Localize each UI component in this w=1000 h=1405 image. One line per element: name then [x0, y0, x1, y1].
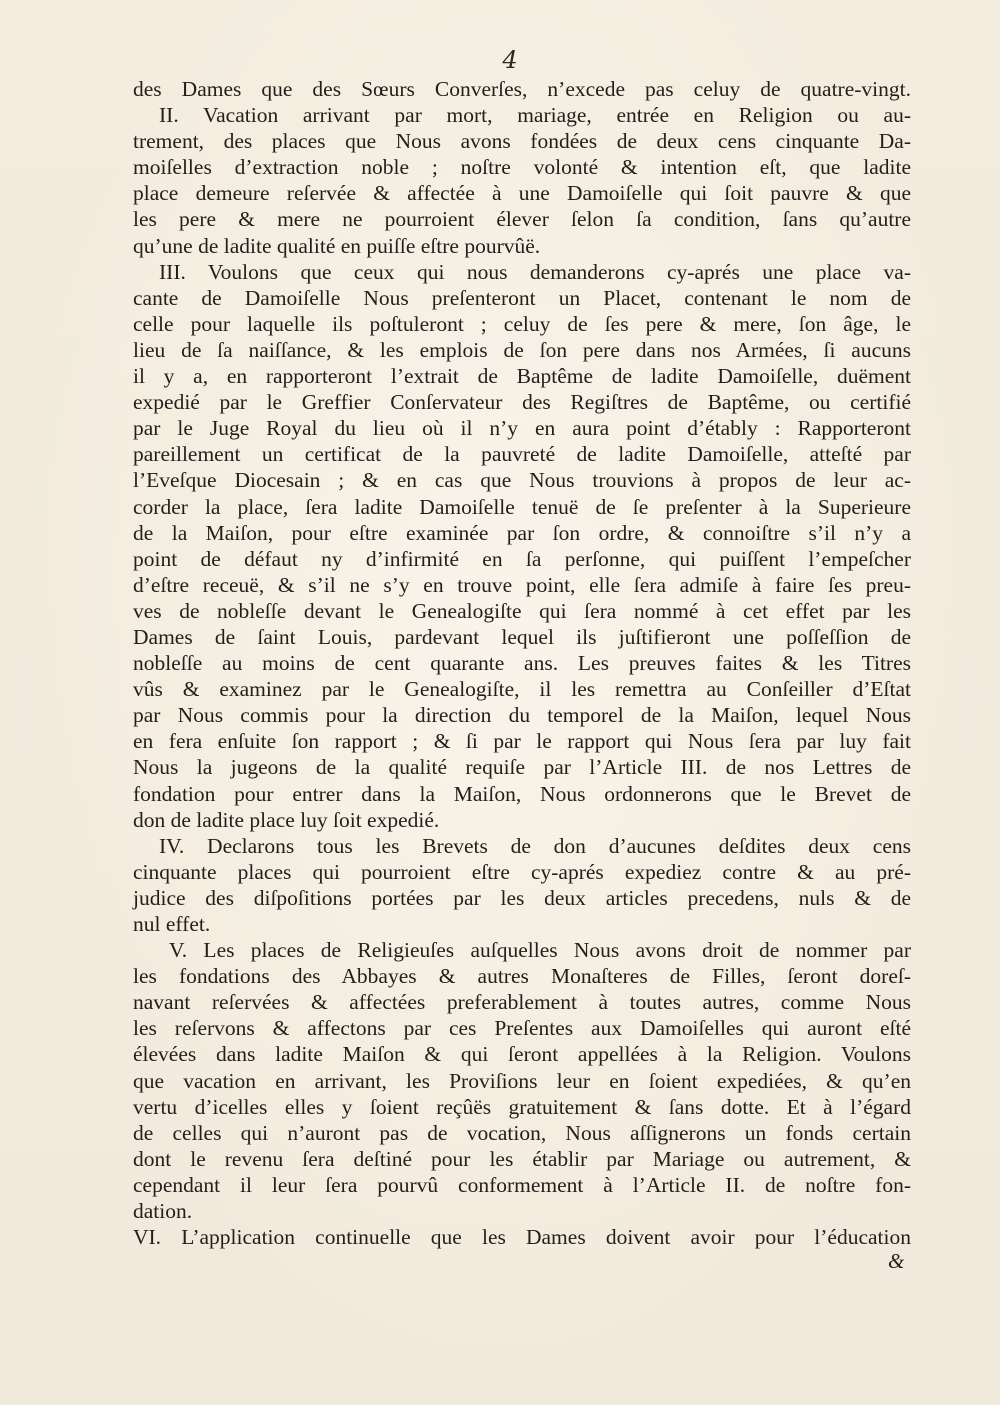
text-line: en fera enſuite ſon rapport ; & ſi par le rapport qui Nous ſera par luy fait — [133, 729, 911, 754]
text-line: par le Juge Royal du lieu où il n’y en aura point d’étably : Rapporteront — [133, 416, 911, 441]
text-line: de celles qui n’auront pas de vocation, Nous aſſignerons un fonds certain — [133, 1120, 911, 1145]
text-line: lieu de ſa naiſſance, & les emplois de ſon pere dans nos Armées, ſi aucuns — [133, 337, 911, 362]
text-line: point de défaut ny d’infirmité en ſa perſonne, qui puiſſent l’empeſcher — [133, 546, 911, 571]
article-4-start: IV. Declarons tous les Brevets de don d’aucunes deſdites deux cens — [159, 833, 911, 858]
text-line: expedié par le Greffier Conſervateur des Regiſtres de Baptême, ou certifié — [133, 390, 911, 415]
text-line: celle pour laquelle ils poſtuleront ; celuy de ſes pere & mere, ſon âge, le — [133, 311, 911, 336]
article-2-start: II. Vacation arrivant par mort, mariage, entrée en Religion ou au- — [159, 103, 911, 128]
page-number: 4 — [502, 46, 518, 74]
catchword: & — [888, 1249, 905, 1273]
text-line: Nous la jugeons de la qualité requiſe par l’Article III. de nos Lettres de — [133, 755, 911, 780]
article-6-start: VI. L’application continuelle que les Dames doivent avoir pour l’éducation — [133, 1225, 911, 1250]
text-line: d’eſtre receuë, & s’il ne s’y en trouve point, elle ſera admiſe à faire ſes preu- — [133, 572, 911, 597]
text-line: Dames de ſaint Louis, pardevant lequel ils juſtifieront une poſſeſſion de — [133, 624, 911, 649]
text-line: vûs & examinez par le Genealogiſte, il les remettra au Conſeiller d’Eſtat — [133, 677, 911, 702]
text-line: des Dames que des Sœurs Converſes, n’excede pas celuy de quatre-vingt. — [133, 77, 911, 101]
body-text — [133, 76, 911, 1250]
text-line: vertu d’icelles elles y ſoient reçûës gratuitement & ſans dotte. Et à l’égard — [133, 1094, 911, 1119]
text-line: fondation pour entrer dans la Maiſon, Nous ordonnerons que le Brevet de — [133, 781, 911, 806]
text-line: élevées dans ladite Maiſon & qui ſeront appellées à la Religion. Voulons — [133, 1042, 911, 1067]
text-line: il y a, en rapporteront l’extrait de Baptême de ladite Damoiſelle, duëment — [133, 364, 911, 389]
text-line: nul effet. — [133, 912, 211, 936]
text-line: de la Maiſon, pour eſtre examinée par ſon ordre, & connoiſtre s’il n’y a — [133, 520, 911, 545]
text-line: cante de Damoiſelle Nous preſenteront un Placet, contenant le nom de — [133, 285, 911, 310]
article-5-start: V. Les places de Religieuſes auſquelles Nous avons droit de nommer par — [169, 938, 911, 963]
text-line: dont le revenu ſera deſtiné pour les établir par Mariage ou autrement, & — [133, 1146, 911, 1171]
text-line: par Nous commis pour la direction du temporel de la Maiſon, lequel Nous — [133, 703, 911, 728]
text-line: l’Eveſque Diocesain ; & en cas que Nous trouvions à propos de leur ac- — [133, 468, 911, 493]
text-line: les reſervons & affectons par ces Preſentes aux Damoiſelles qui auront eſté — [133, 1016, 911, 1041]
text-line: cependant il leur ſera pourvû conformement à l’Article II. de noſtre fon- — [133, 1172, 911, 1197]
text-line: cinquante places qui pourroient eſtre cy-aprés expediez contre & au pré- — [133, 859, 911, 884]
article-3-start: III. Voulons que ceux qui nous demanderons cy-aprés une place va- — [159, 259, 911, 284]
text-line: place demeure reſervée & affectée à une Damoiſelle qui ſoit pauvre & que — [133, 181, 911, 206]
text-line: les fondations des Abbayes & autres Monaſteres de Filles, ſeront doreſ- — [133, 964, 911, 989]
text-line: pareillement un certificat de la pauvreté de ladite Damoiſelle, atteſté par — [133, 442, 911, 467]
text-line: trement, des places que Nous avons fondées de deux cens cinquante Da- — [133, 129, 911, 154]
text-line: dation. — [133, 1199, 193, 1224]
text-line: ves de nobleſſe devant le Genealogiſte qui ſera nommé à cet effet par les — [133, 598, 911, 623]
text-line: que vacation en arrivant, les Proviſions leur en ſoient expediées, & qu’en — [133, 1068, 911, 1093]
text-line: nobleſſe au moins de cent quarante ans. Les preuves faites & les Titres — [133, 651, 911, 676]
text-line: navant reſervées & affectées preferablement à toutes autres, comme Nous — [133, 990, 911, 1015]
text-line: qu’une de ladite qualité en puiſſe eſtre pourvûë. — [133, 233, 541, 258]
text-line: don de ladite place luy ſoit expedié. — [133, 807, 440, 832]
text-line: corder la place, ſera ladite Damoiſelle tenuë de ſe preſenter à la Superieure — [133, 494, 911, 519]
text-line: moiſelles d’extraction noble ; noſtre volonté & intention eſt, que ladite — [133, 155, 911, 180]
text-line: les pere & mere ne pourroient élever ſelon ſa condition, ſans qu’autre — [133, 207, 911, 232]
text-line: judice des diſpoſitions portées par les deux articles precedens, nuls & de — [133, 885, 911, 910]
